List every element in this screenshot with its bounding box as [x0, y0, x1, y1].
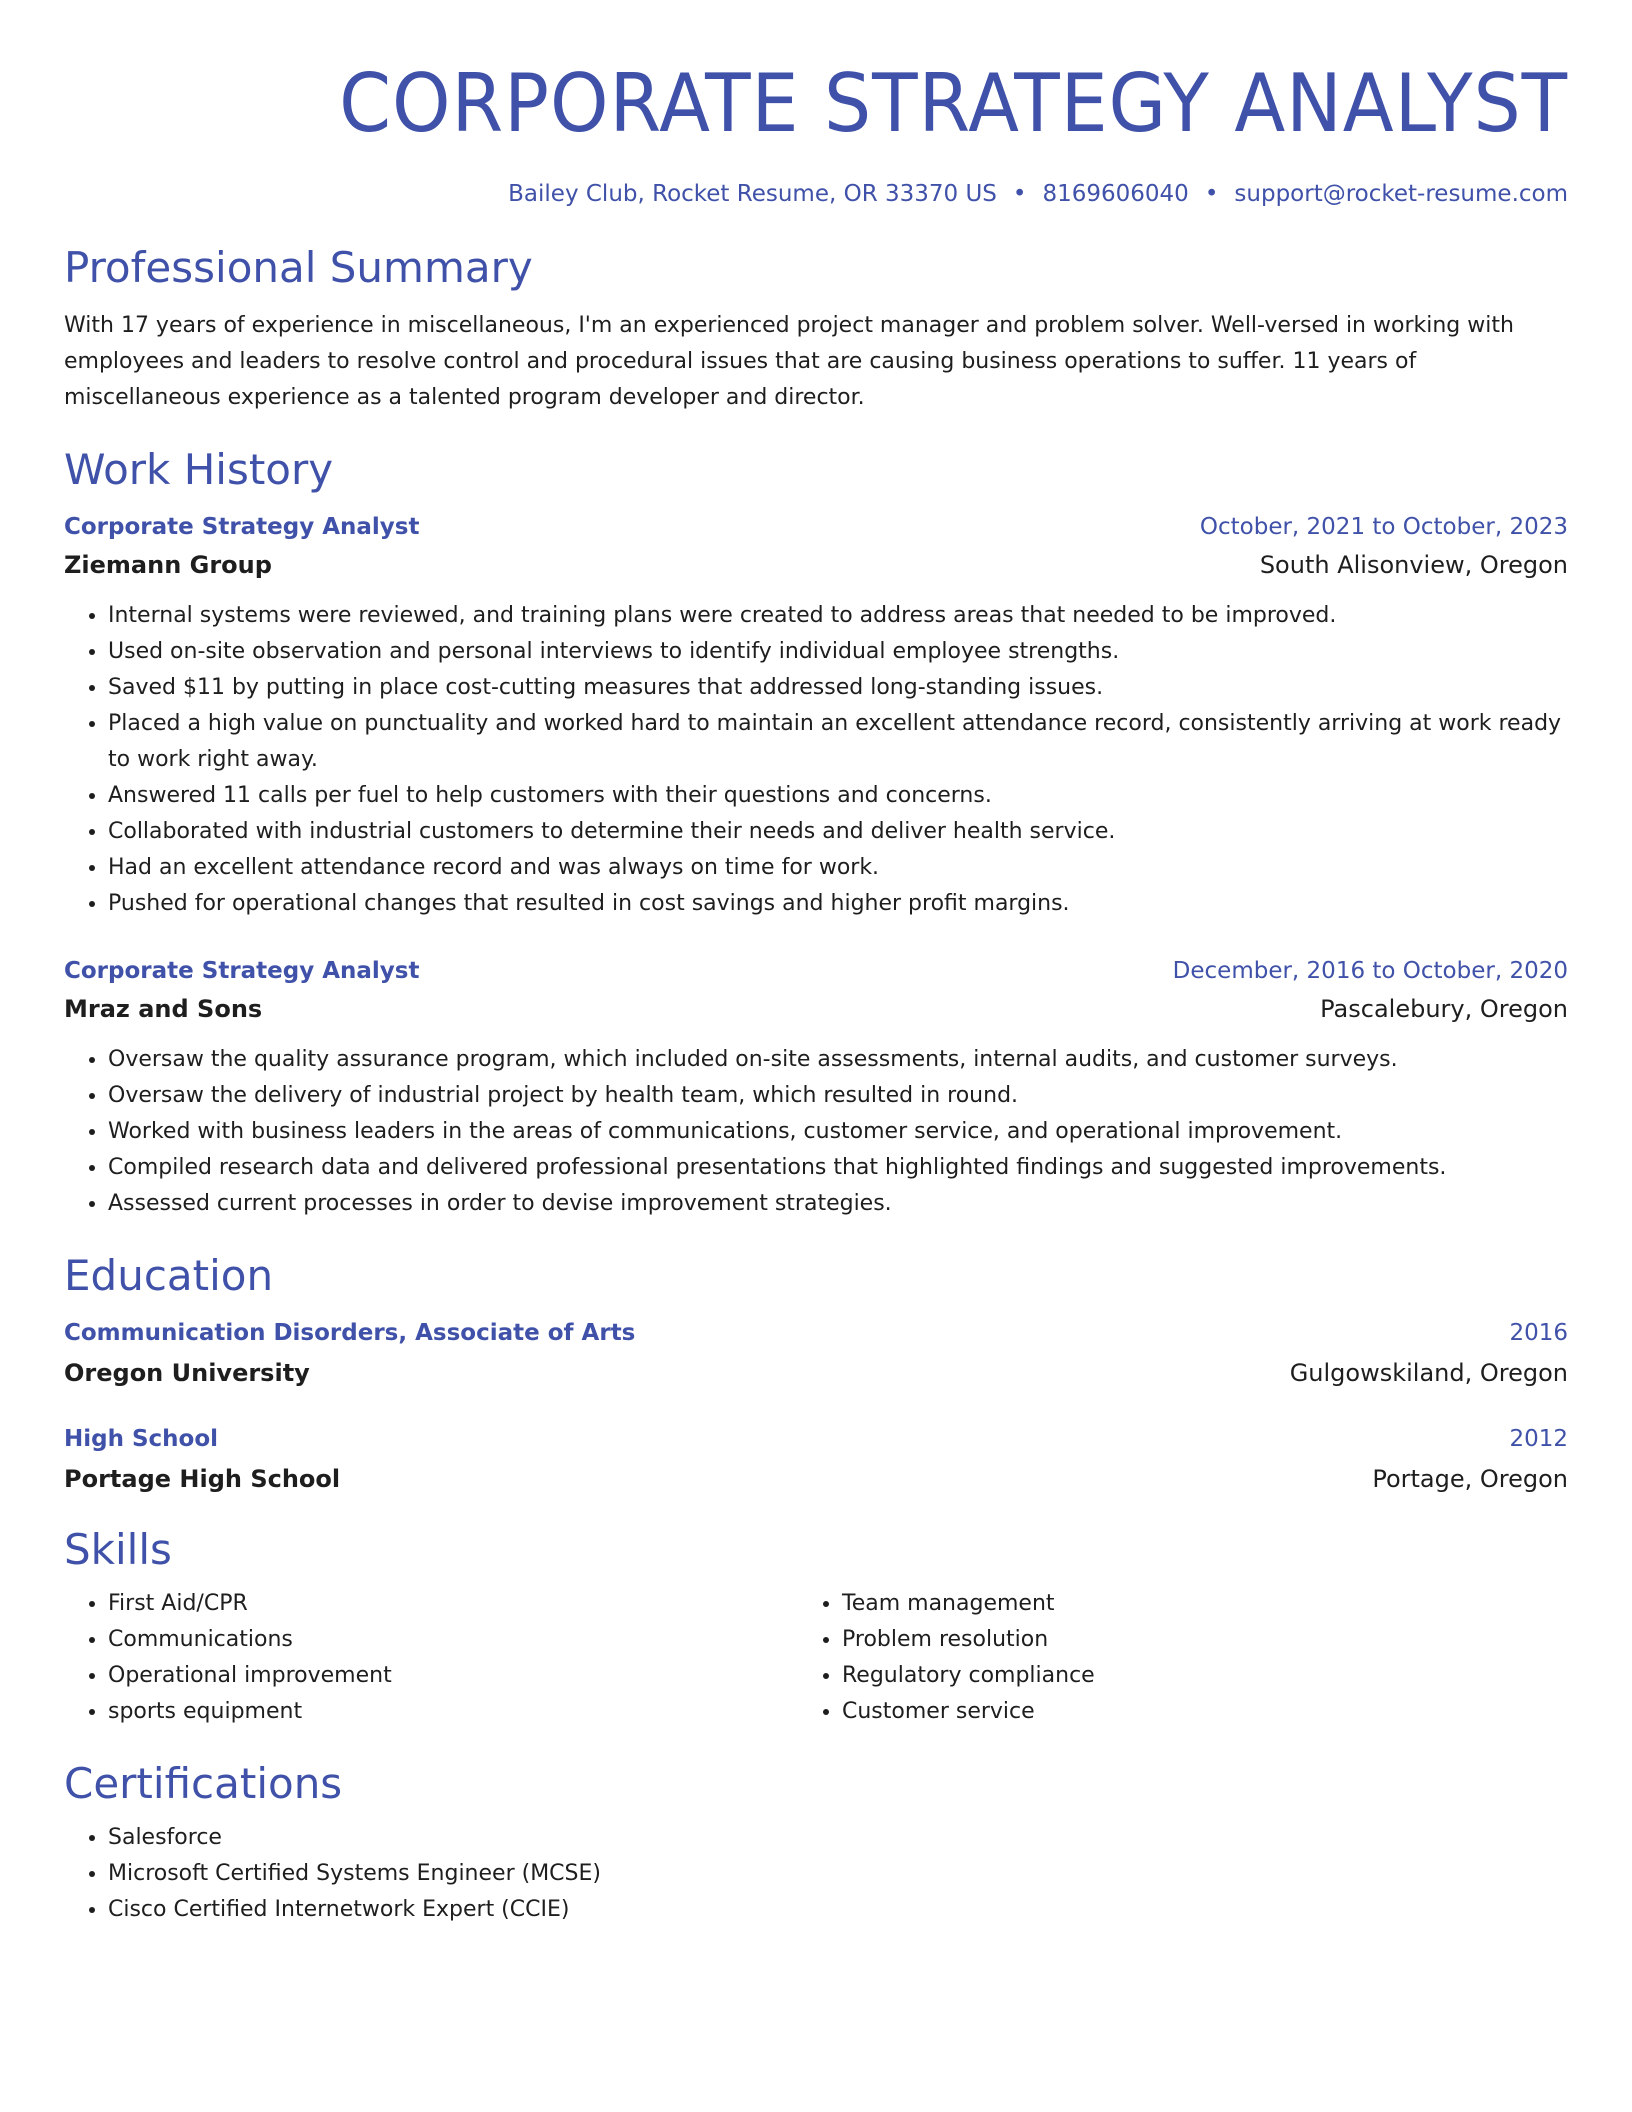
contact-email: support@rocket-resume.com [1234, 181, 1568, 207]
education-school-row [64, 1354, 1568, 1392]
education-degree-row [64, 1420, 1568, 1458]
education-entry [64, 1314, 1568, 1392]
contact-phone: 8169606040 [1042, 181, 1189, 207]
list-item: • Regulatory compliance [842, 1658, 1568, 1694]
skills-column-right [798, 1586, 1568, 1730]
job-dates: December, 2016 to October, 2020 [1172, 958, 1568, 984]
education-school: Oregon University [64, 1359, 310, 1387]
section-heading-skills: Skills [64, 1525, 172, 1574]
section-heading-work: Work History [64, 445, 334, 494]
section-heading-certifications: Certifications [64, 1759, 343, 1808]
list-item: • Placed a high value on punctuality and worked hard to maintain an excellent attendance record, consistently arriving at work ready to work right away. [108, 706, 1568, 778]
skills-column-left [64, 1586, 798, 1730]
education-location: Portage, Oregon [1372, 1465, 1568, 1493]
job-company-row [64, 990, 1568, 1028]
resume-header [64, 58, 1568, 210]
skills-section [64, 1524, 1568, 1730]
education-degree-row [64, 1314, 1568, 1352]
list-item: • Salesforce [108, 1820, 1568, 1856]
section-heading-education: Education [64, 1251, 274, 1300]
job-location: South Alisonview, Oregon [1259, 551, 1568, 579]
list-item: • Cisco Certified Internetwork Expert (CCIE) [108, 1892, 1568, 1928]
list-item: • First Aid/CPR [108, 1586, 798, 1622]
education-year: 2016 [1509, 1320, 1568, 1346]
list-item: • Saved $11 by putting in place cost-cutting measures that addressed long-standing issues. [108, 670, 1568, 706]
job-title-row [64, 508, 1568, 546]
summary-section [64, 242, 1568, 416]
job-title-row [64, 952, 1568, 990]
job-company: Mraz and Sons [64, 995, 263, 1023]
skills-list [64, 1586, 798, 1730]
education-year: 2012 [1509, 1426, 1568, 1452]
list-item: • Answered 11 calls per fuel to help customers with their questions and concerns. [108, 778, 1568, 814]
list-item: • Oversaw the quality assurance program, which included on-site assessments, internal audits, and customer surveys. [108, 1042, 1568, 1078]
list-item: • Internal systems were reviewed, and training plans were created to address areas that needed to be improved. [108, 598, 1568, 634]
list-item: • sports equipment [108, 1694, 798, 1730]
list-item: • Oversaw the delivery of industrial project by health team, which resulted in round. [108, 1078, 1568, 1114]
education-section [64, 1250, 1568, 1498]
job-title: Corporate Strategy Analyst [64, 958, 420, 984]
summary-text: With 17 years of experience in miscellaneous, I'm an experienced project manager and problem solver. Well-versed in working with employees and leaders to resolve control and procedural issues that are causing business operations to suffer. 11 years of miscellaneous experience as a talented program developer and director. [64, 313, 1514, 410]
section-heading-summary: Professional Summary [64, 243, 533, 292]
education-school-row [64, 1460, 1568, 1498]
work-history-section [64, 444, 1568, 1222]
contact-separator: • [1204, 181, 1219, 207]
list-item: • Communications [108, 1622, 798, 1658]
contact-address: Bailey Club, Rocket Resume, OR 33370 US [508, 181, 997, 207]
job-bullets [64, 598, 1568, 922]
job-title: Corporate Strategy Analyst [64, 514, 420, 540]
list-item: • Assessed current processes in order to devise improvement strategies. [108, 1186, 1568, 1222]
job-entry [64, 952, 1568, 1222]
list-item: • Compiled research data and delivered professional presentations that highlighted findings and suggested improvements. [108, 1150, 1568, 1186]
education-entry [64, 1420, 1568, 1498]
list-item: • Worked with business leaders in the areas of communications, customer service, and operational improvement. [108, 1114, 1568, 1150]
skills-grid [64, 1586, 1568, 1730]
education-degree: Communication Disorders, Associate of Arts [64, 1320, 636, 1346]
job-location: Pascalebury, Oregon [1320, 995, 1568, 1023]
page-title: CORPORATE STRATEGY ANALYST [339, 57, 1568, 150]
certifications-section [64, 1758, 1568, 1928]
job-company-row [64, 546, 1568, 584]
list-item: • Used on-site observation and personal interviews to identify individual employee strengths. [108, 634, 1568, 670]
list-item: • Operational improvement [108, 1658, 798, 1694]
list-item: • Problem resolution [842, 1622, 1568, 1658]
contact-line [64, 178, 1568, 210]
job-bullets [64, 1042, 1568, 1222]
certifications-list [64, 1820, 1568, 1928]
list-item: • Customer service [842, 1694, 1568, 1730]
list-item: • Pushed for operational changes that resulted in cost savings and higher profit margins. [108, 886, 1568, 922]
education-location: Gulgowskiland, Oregon [1289, 1359, 1568, 1387]
list-item: • Team management [842, 1586, 1568, 1622]
list-item: • Microsoft Certified Systems Engineer (MCSE) [108, 1856, 1568, 1892]
skills-list [798, 1586, 1568, 1730]
job-dates: October, 2021 to October, 2023 [1199, 514, 1568, 540]
job-entry [64, 508, 1568, 922]
education-school: Portage High School [64, 1465, 341, 1493]
education-degree: High School [64, 1426, 219, 1452]
contact-separator: • [1012, 181, 1027, 207]
list-item: • Collaborated with industrial customers to determine their needs and deliver health service. [108, 814, 1568, 850]
job-company: Ziemann Group [64, 551, 272, 579]
list-item: • Had an excellent attendance record and was always on time for work. [108, 850, 1568, 886]
